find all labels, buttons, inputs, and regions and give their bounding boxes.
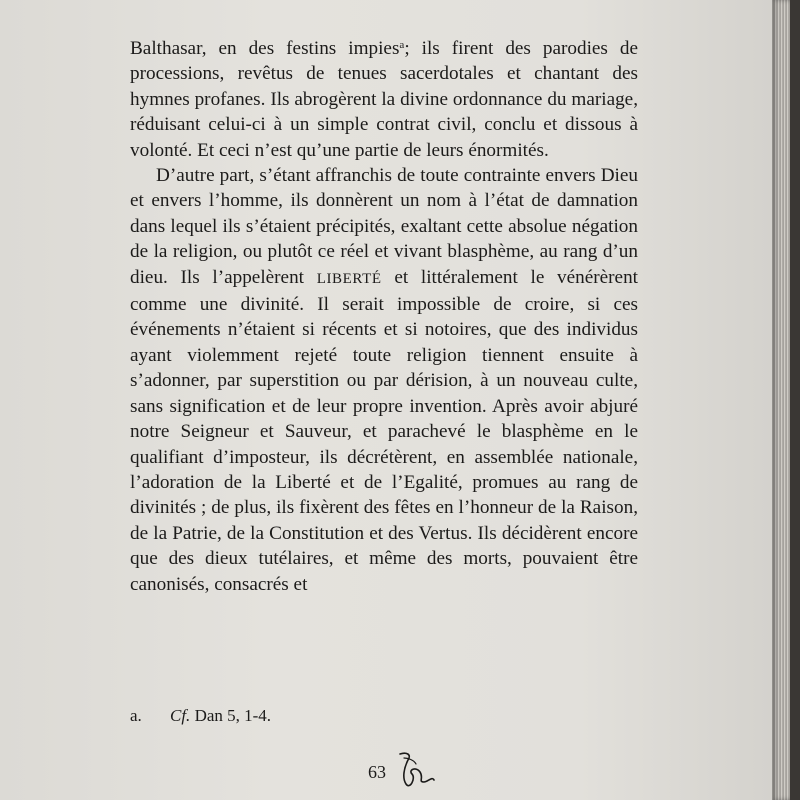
footnote-marker: a. [130,706,142,725]
page-number: 63 [368,762,386,782]
book-edge-shadow [790,0,800,800]
liberte-smallcaps: LIBERTÉ [316,270,382,287]
footnote [130,706,271,726]
handwritten-signature-icon [394,748,438,792]
footnote-reference-text: Dan 5, 1-4. [194,706,272,725]
paragraph-2 [130,163,638,597]
body-text [130,36,638,597]
paragraph-1 [130,36,638,163]
paragraph-1-part-a: Balthasar, en des festins impies [130,38,400,59]
paragraph-2-part-a: D’autre part, s’étant affranchis de toute contrainte envers Dieu et envers l’homme, ils donnèrent un nom à l’état de damnation dans lequel ils s’étaient précipités, exaltant cette absolue négation de la religion, ou plutôt ce réel et vivant blasphème, au rang d’un dieu. Ils l’appelèrent [130,165,638,288]
footnote-reference: a [399,39,405,51]
paragraph-2-part-b: et littéralement le vénérèrent comme une divinité. Il serait impossible de croire, si ces événements n’étaient si récents et si notoires, que des individus ayant violemment rejeté toute religion tiennent ensuite à s’adonner, par superstition ou par dérision, à un nouveau culte, sans signification et de leur propre invention. Après avoir abjuré notre Seigneur et Sauveur, et parachevé le blasphème en le qualifiant d’imposteur, ils décrétèrent, en assemblée nationale, l’adoration de la Liberté et de l’Egalité, promues au rang de divinités ; de plus, ils fixèrent des fêtes en l’honneur de la Raison, de la Patrie, de la Constitution et des Vertus. Ils décidèrent encore que des dieux tutélaires, et même des morts, pouvaient être canonisés, consacrés et [130,266,638,595]
footnote-cf: Cf. [170,706,191,725]
paragraph-1-part-b: ; ils firent des parodies de processions, revêtus de tenues sacerdotales et chantant des hymnes profanes. Ils abrogèrent la divine ordonnance du mariage, réduisant celui-ci à un simple contrat civil, conclu et dissous à volonté. Et ceci n’est qu’une partie de leurs énormités. [130,38,638,161]
